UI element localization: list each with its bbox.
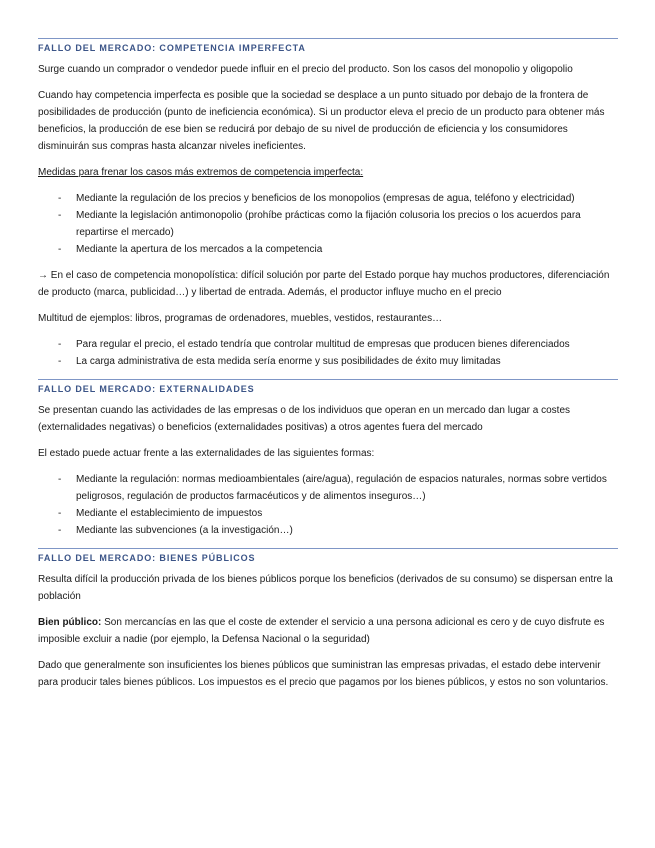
paragraph: Multitud de ejemplos: libros, programas de ordenadores, muebles, vestidos, restaurantes… [38,313,443,324]
definition-text: Son mercancías en las que el coste de extender el servicio a una persona adicional es cero y de cuyo disfrute es imposible excluir a nadie (por ejemplo, la Defensa Nacional o la seguridad) [38,617,605,645]
bullet-dash: - [58,244,62,255]
list-item-text: Mediante la regulación de los precios y beneficios de los monopolios (empresas de agua, teléfono y electricidad) [76,193,575,204]
bullet-dash: - [58,339,62,350]
paragraph: → En el caso de competencia monopolística: difícil solución por parte del Estado porque hay muchos productores, diferenciación de producto (marca, publicidad…) y libertad de entrada. Además, el productor influye mucho en el precio [38,270,610,298]
subheading-medidas: Medidas para frenar los casos más extremos de competencia imperfecta: [38,167,364,178]
definition-paragraph [38,614,618,648]
list-item [38,241,618,258]
bullet-dash: - [58,193,62,204]
list-item [38,471,618,505]
bullet-dash: - [58,356,62,367]
paragraph: Surge cuando un comprador o vendedor puede influir en el precio del producto. Son los casos del monopolio y oligopolio [38,64,573,75]
list-item-text: Mediante el establecimiento de impuestos [76,508,263,519]
bullet-dash: - [58,525,62,536]
list-item [38,505,618,522]
list-item [38,353,618,370]
list-item [38,522,618,539]
measures-list [38,190,618,258]
paragraph: Se presentan cuando las actividades de las empresas o de los individuos que operan en un mercado dan lugar a costes (externalidades negativas) o beneficios (externalidades positivas) a otros agentes fuera del mercado [38,405,571,433]
paragraph: El estado puede actuar frente a las externalidades de las siguientes formas: [38,448,375,459]
paragraph: Dado que generalmente son insuficientes los bienes públicos que suministran las empresas privadas, el estado debe intervenir para producir tales bienes públicos. Los impuestos es el precio que pagamos por los bienes públicos, y estos no son voluntarios. [38,660,609,688]
list-item-text: Mediante la legislación antimonopolio (prohíbe prácticas como la fijación colusoria los precios o los acuerdos para repartirse el mercado) [76,210,581,238]
section-heading-bienes-publicos: FALLO DEL MERCADO: BIENES PÚBLICOS [38,548,618,563]
list-item-text: Mediante la regulación: normas medioambientales (aire/agua), regulación de espacios naturales, normas sobre vertidos peligrosos, regulación de productos farmacéuticos y de alimentos inseguros…) [76,474,607,502]
list-item-text: Mediante la apertura de los mercados a la competencia [76,244,323,255]
definition-term: Bien público: [38,617,102,628]
list-item [38,336,618,353]
bullet-dash: - [58,210,62,221]
paragraph: Cuando hay competencia imperfecta es posible que la sociedad se desplace a un punto situado por debajo de la frontera de posibilidades de producción (punto de ineficiencia económica). Si un productor eleva el precio de un producto para obtener más beneficios, la producción de ese bien se reducirá por debajo de su nivel de producción de eficiencia y los consumidores disminuirán sus compras hasta alcanzar niveles ineficientes. [38,90,605,152]
list-item-text: Mediante las subvenciones (a la investigación…) [76,525,293,536]
externalities-list [38,471,618,539]
paragraph: Resulta difícil la producción privada de los bienes públicos porque los beneficios (derivados de su consumo) se dispersan entre la población [38,574,613,602]
examples-list [38,336,618,370]
document-page [38,38,618,700]
section-heading-competencia: FALLO DEL MERCADO: COMPETENCIA IMPERFECTA [38,38,618,53]
section-heading-externalidades: FALLO DEL MERCADO: EXTERNALIDADES [38,379,618,394]
bullet-dash: - [58,474,62,485]
list-item-text: Para regular el precio, el estado tendría que controlar multitud de empresas que producen bienes diferenciados [76,339,570,350]
list-item-text: La carga administrativa de esta medida sería enorme y sus posibilidades de éxito muy limitadas [76,356,501,367]
bullet-dash: - [58,508,62,519]
list-item [38,207,618,241]
list-item [38,190,618,207]
